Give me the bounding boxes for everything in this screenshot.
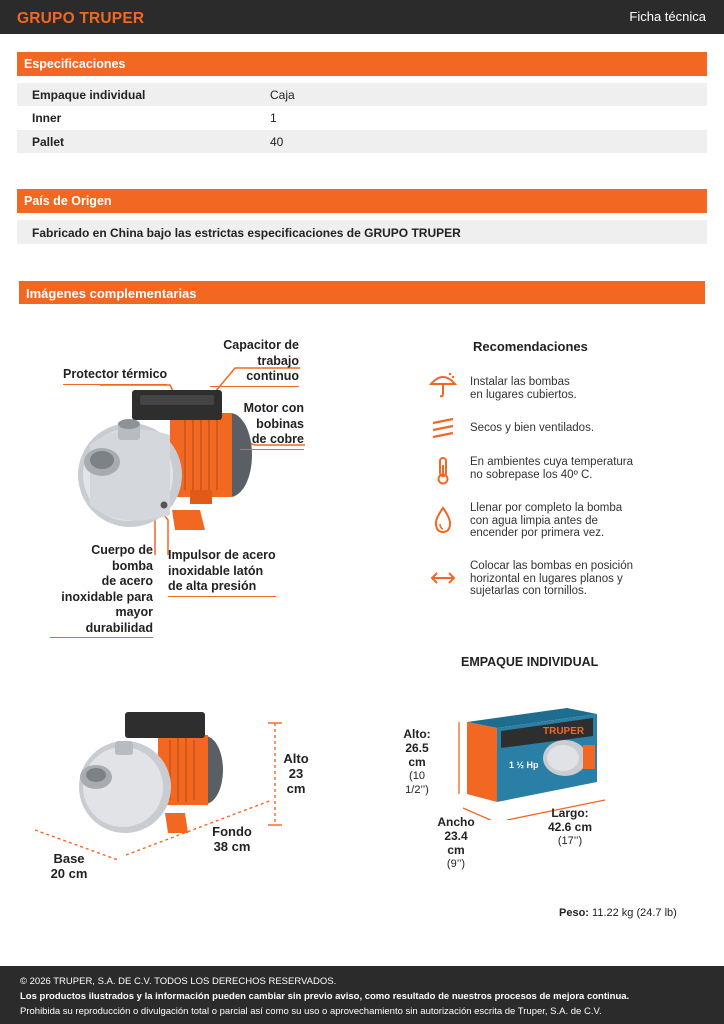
packaging-box-illustration xyxy=(455,700,615,820)
package-length: Largo: 42.6 cm (17’’) xyxy=(547,806,593,847)
ventilation-icon xyxy=(428,414,458,444)
footer-copyright: © 2026 TRUPER, S.A. DE C.V. TODOS LOS DERECHOS RESERVADOS. xyxy=(20,976,337,987)
brand-logo: GRUPO TRUPER xyxy=(17,10,145,27)
footer-notice: Los productos ilustrados y la información pueden cambiar sin previo aviso, como resultado de nuestros procesos de mejora continua. xyxy=(20,991,630,1002)
recommendation-item: Secos y bien ventilados. xyxy=(470,422,595,434)
package-width: Ancho 23.4 cm (9’’) xyxy=(437,815,475,870)
spec-value: Caja xyxy=(270,88,295,102)
callout-pump-body: Cuerpo de bomba de acero inoxidable para mayor durabilidad xyxy=(50,543,153,638)
spec-row xyxy=(17,106,707,129)
spec-key: Pallet xyxy=(32,135,65,149)
recommendation-item: Colocar las bombas en posición horizontal en lugares planos y sujetarlas con tornillos. xyxy=(470,560,634,597)
package-height: Alto: 26.5 cm (10 1/2’’) xyxy=(403,727,431,796)
callout-motor: Motor con bobinas de cobre xyxy=(240,401,304,450)
section-origin-header: País de Origen xyxy=(17,189,707,213)
spec-value: 40 xyxy=(270,135,284,149)
product-base: Base 20 cm xyxy=(50,851,88,881)
box-power-label: 1 ½ Hp xyxy=(509,760,539,770)
spec-key: Inner xyxy=(32,111,62,125)
footer xyxy=(0,966,724,1024)
recommendation-item: En ambientes cuya temperatura no sobrepase los 40º C. xyxy=(470,456,634,481)
spec-key: Empaque individual xyxy=(32,88,146,102)
thermometer-icon xyxy=(428,455,458,485)
package-weight: Peso: 11.22 kg (24.7 lb) xyxy=(559,907,677,919)
spec-value: 1 xyxy=(270,111,277,125)
section-specifications-header: Especificaciones xyxy=(17,52,707,76)
section-images-header: Imágenes complementarias xyxy=(19,281,705,304)
callout-capacitor: Capacitor de trabajo continuo xyxy=(210,338,299,387)
product-height: Alto 23 cm xyxy=(283,751,309,796)
umbrella-icon xyxy=(428,370,458,400)
recommendation-item: Instalar las bombas en lugares cubiertos. xyxy=(470,376,577,401)
product-depth: Fondo 38 cm xyxy=(212,824,252,854)
spec-row xyxy=(17,130,707,153)
callout-impeller: Impulsor de acero inoxidable latón de alta presión xyxy=(168,548,276,597)
pump-dimensions-illustration xyxy=(30,705,300,865)
footer-legal: Prohibida su reproducción o divulgación total o parcial así como su uso o aprovechamiento sin autorización escrita de Truper, S.A. de C.V. xyxy=(20,1006,602,1017)
top-bar xyxy=(0,0,724,34)
document-type: Ficha técnica xyxy=(629,9,706,24)
horizontal-arrows-icon xyxy=(428,563,458,593)
spec-row xyxy=(17,83,707,106)
box-brand-label: TRUPER xyxy=(543,726,585,737)
origin-text: Fabricado en China bajo las estrictas especificaciones de GRUPO TRUPER xyxy=(17,220,707,244)
recommendation-item: Llenar por completo la bomba con agua limpia antes de encender por primera vez. xyxy=(470,502,623,539)
recommendations-title: Recomendaciones xyxy=(473,339,588,354)
packaging-title: EMPAQUE INDIVIDUAL xyxy=(461,655,599,669)
callout-thermal-protector: Protector térmico xyxy=(63,367,167,385)
water-drop-icon xyxy=(428,505,458,535)
